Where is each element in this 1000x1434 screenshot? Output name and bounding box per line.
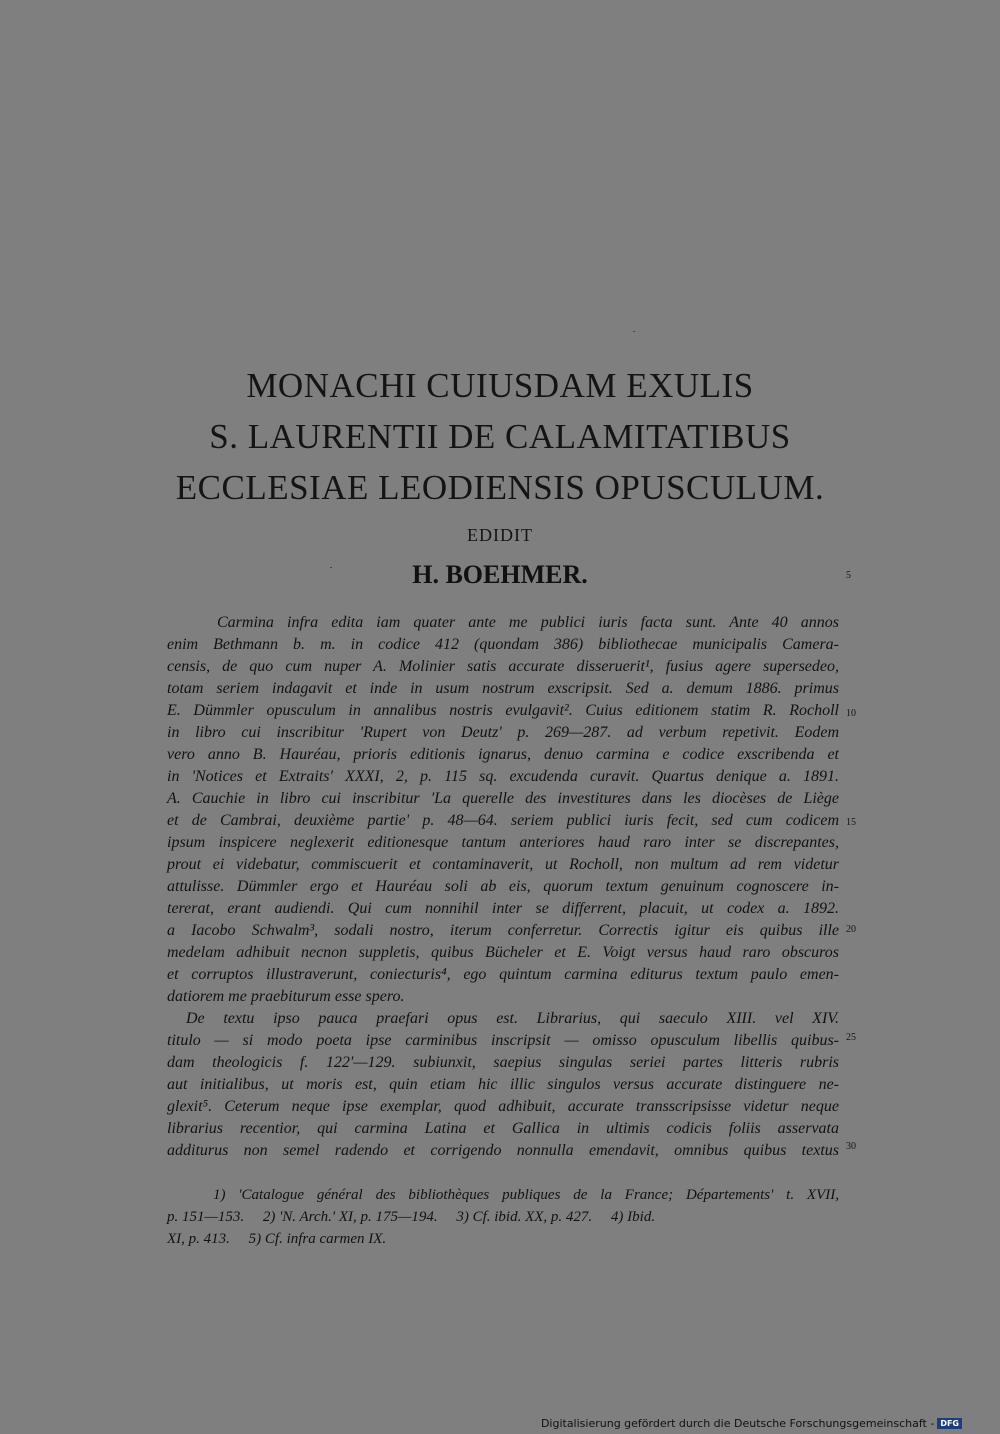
title-line-2: S. LAURENTII DE CALAMITATIBUS: [209, 417, 791, 456]
body-line: et corruptos illustraverunt, coniecturis⁴, ego quintum carmina editurus textum paulo emen-: [167, 966, 839, 983]
body-line: vero anno B. Hauréau, prioris editionis ignarus, denuo carmina e codice exscribenda et: [167, 746, 839, 763]
footnote-line: XI, p. 413. 5) Cf. infra carmen IX.: [167, 1231, 387, 1247]
body-line: enim Bethmann b. m. in codice 412 (quondam 386) bibliothecae municipalis Camera-: [167, 636, 839, 653]
body-line: a Iacobo Schwalm³, sodali nostro, iterum conferretur. Correctis igitur eis quibus ille: [167, 922, 839, 939]
body-line: A. Cauchie in libro cui inscribitur 'La querelle des investitures dans les diocèses de Liège: [167, 790, 839, 807]
body-line: totam seriem indagavit et inde in usum nostrum exscripsit. Sed a. demum 1886. primus: [167, 680, 839, 697]
body-line: additurus non semel radendo et corrigendo nonnulla emendavit, omnibus quibus textus: [167, 1142, 839, 1159]
body-line: librarius recentior, qui carmina Latina et Gallica in ultimis codicis foliis asservata: [167, 1120, 839, 1137]
footnote-line: 1) 'Catalogue général des bibliothèques publiques de la France; Départements' t. XVII,: [213, 1187, 839, 1203]
body-line: De textu ipso pauca praefari opus est. Librarius, qui saeculo XIII. vel XIV.: [186, 1010, 839, 1027]
footnote-line: p. 151—153. 2) 'N. Arch.' XI, p. 175—194. 3) Cf. ibid. XX, p. 427. 4) Ibid.: [167, 1209, 656, 1225]
line-number: 15: [846, 817, 856, 828]
body-line: datiorem me praebiturum esse spero.: [167, 988, 405, 1005]
edidit-label: EDIDIT: [467, 525, 533, 545]
line-number: 10: [846, 708, 856, 719]
body-line: Carmina infra edita iam quater ante me publici iuris facta sunt. Ante 40 annos: [217, 614, 839, 631]
body-line: in 'Notices et Extraits' XXXI, 2, p. 115 sq. excudenda curavit. Quartus denique a. 1891.: [167, 768, 839, 785]
body-line: glexit⁵. Ceterum neque ipse exemplar, quod adhibuit, accurate transscripsisse videtur neque: [167, 1098, 839, 1115]
body-line: et de Cambrai, deuxième partie' p. 48—64. seriem publici iuris fecit, sed cum codicem: [167, 812, 839, 829]
line-number: 20: [846, 924, 856, 935]
body-line: titulo — si modo poeta ipse carminibus inscripsit — omisso opusculum libellis quibus-: [167, 1032, 839, 1049]
line-number: 5: [846, 570, 851, 581]
body-line: medelam adhibuit necnon suppletis, quibus Bücheler et E. Voigt versus haud raro obscuros: [167, 944, 839, 961]
body-line: dam theologicis f. 122'—129. subiunxit, saepius singulas seriei partes litteris rubris: [167, 1054, 839, 1071]
body-line: aut initialibus, ut moris est, quin etiam hic illic singulos versus accurate distinguere ne-: [167, 1076, 839, 1093]
body-line: ipsum inspicere neglexerit editionesque tantum anteriores haud raro inter se discrepantes,: [167, 834, 839, 851]
line-number: 30: [846, 1141, 856, 1152]
dfg-logo-icon: DFG: [937, 1418, 962, 1429]
line-number: 25: [846, 1032, 856, 1043]
footer-text: Digitalisierung gefördert durch die Deutsche Forschungsgemeinschaft -: [540, 1417, 935, 1430]
body-line: censis, de quo cum nuper A. Molinier satis accurate disseruerit¹, fusius agere supersedeo,: [167, 658, 839, 675]
body-line: in libro cui inscribitur 'Rupert von Deutz' p. 269—287. ad verbum repetivit. Eodem: [167, 724, 839, 741]
body-line: tererat, erant audiendi. Qui cum nonnihil inter se differrent, placuit, ut codex a. 1892.: [167, 900, 839, 917]
digitization-footer: [541, 1417, 962, 1430]
body-line: prout ei videbatur, commiscuerit et contaminaverit, ut Rocholl, non multum ad rem videtur: [167, 856, 839, 873]
scan-speck: [633, 331, 635, 332]
editor-name: H. BOEHMER.: [412, 560, 588, 589]
body-line: attulisse. Dümmler ergo et Hauréau soli ab eis, quorum textum genuinum cognoscere in-: [167, 878, 839, 895]
title-line-3: ECCLESIAE LEODIENSIS OPUSCULUM.: [175, 468, 825, 507]
title-line-1: MONACHI CUIUSDAM EXULIS: [246, 366, 754, 405]
body-line: E. Dümmler opusculum in annalibus nostris evulgavit². Cuius editionem statim R. Rocholl: [167, 702, 839, 719]
